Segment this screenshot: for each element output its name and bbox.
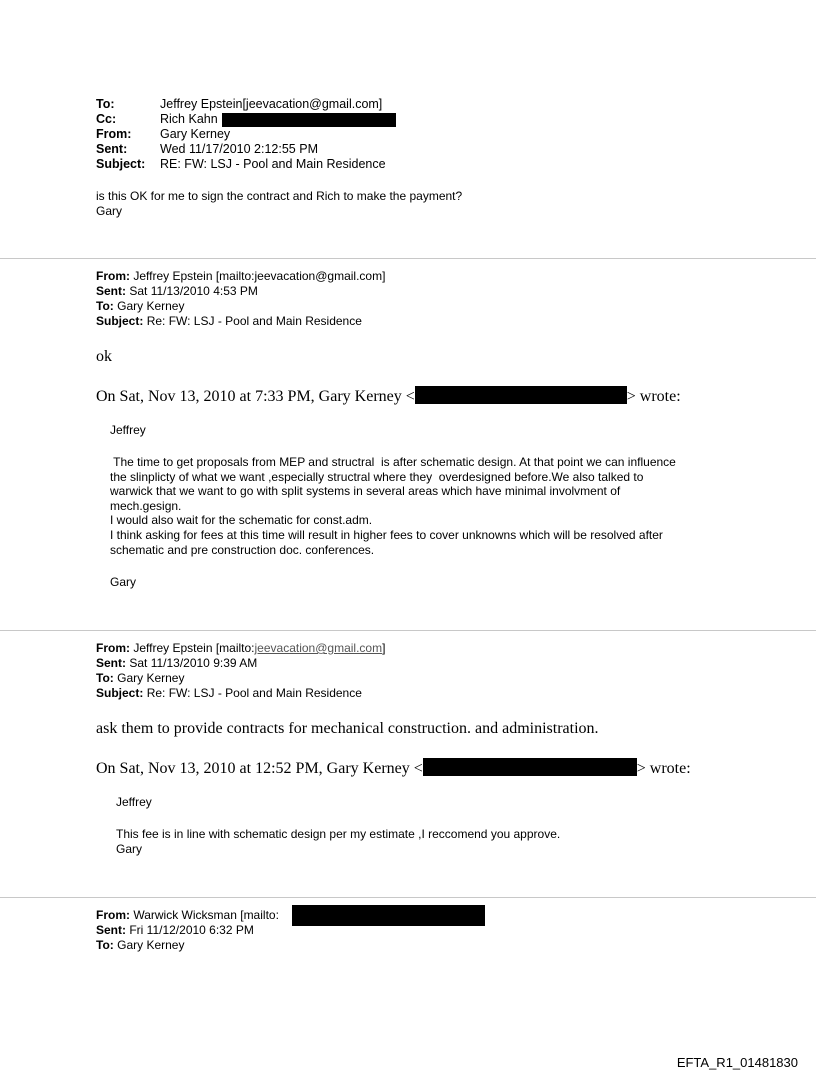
msg1-body: ok <box>96 348 112 365</box>
divider <box>0 897 816 898</box>
msg1-from-label: From: <box>96 269 130 283</box>
msg2-quote-greeting: Jeffrey <box>116 795 152 809</box>
msg2-sent <box>96 656 257 671</box>
msg1-quote-prefix: On Sat, Nov 13, 2010 at 7:33 PM, Gary Kerney < <box>96 388 415 405</box>
msg2-quote-intro <box>96 758 691 778</box>
msg3-sent-value: Fri 11/12/2010 6:32 PM <box>129 923 254 937</box>
msg1-quote-line: I think asking for fees at this time will result in higher fees to cover unknowns which will be resolved after <box>110 528 663 542</box>
msg2-to-label: To: <box>96 671 114 685</box>
msg3-sent <box>96 923 254 938</box>
sent-label: Sent: <box>96 142 128 156</box>
msg2-quote-prefix: On Sat, Nov 13, 2010 at 12:52 PM, Gary Kerney < <box>96 760 423 777</box>
msg1-to <box>96 299 184 314</box>
msg1-quote-line: schematic and pre construction doc. conferences. <box>110 542 375 557</box>
msg1-sent-label: Sent: <box>96 284 126 298</box>
msg2-to <box>96 671 184 686</box>
msg1-quote-intro <box>96 386 681 406</box>
msg2-body: ask them to provide contracts for mechanical construction. and administration. <box>96 720 599 737</box>
msg2-from-prefix: Jeffrey Epstein [mailto: <box>133 641 255 655</box>
msg1-quote-signature: Gary <box>110 575 137 589</box>
msg1-from <box>96 269 385 284</box>
msg2-quote-signature: Gary <box>116 842 143 856</box>
msg3-from-value: Warwick Wicksman [mailto: <box>133 908 279 922</box>
from-value: Gary Kerney <box>160 127 231 141</box>
msg2-from-suffix: ] <box>382 641 386 655</box>
msg3-to-label: To: <box>96 938 114 952</box>
cc-value: Rich Kahn <box>160 112 218 126</box>
msg2-sent-label: Sent: <box>96 656 126 670</box>
to-label: To: <box>96 97 115 111</box>
msg1-sent <box>96 284 258 299</box>
msg1-subject-value: Re: FW: LSJ - Pool and Main Residence <box>146 314 362 328</box>
redaction-box <box>415 386 627 404</box>
msg1-to-value: Gary Kerney <box>117 299 185 313</box>
redaction-box <box>222 113 396 127</box>
msg1-to-label: To: <box>96 299 114 313</box>
msg1-quote-suffix: > wrote: <box>626 388 681 405</box>
top-body-signature: Gary <box>96 204 123 218</box>
msg1-quote-line: the slinplicty of what we want ,especially structral where they overdesigned before.We also talked to <box>110 469 644 484</box>
to-value: Jeffrey Epstein[jeevacation@gmail.com] <box>160 97 383 111</box>
msg2-mailto-link[interactable]: jeevacation@gmail.com <box>254 641 383 655</box>
msg1-subject-label: Subject: <box>96 314 144 328</box>
subject-value: RE: FW: LSJ - Pool and Main Residence <box>160 157 386 171</box>
msg2-from <box>96 641 385 656</box>
msg2-quote-suffix: > wrote: <box>636 760 691 777</box>
msg3-from <box>96 908 279 923</box>
msg1-from-value: Jeffrey Epstein [mailto:jeevacation@gmail.com] <box>133 269 386 283</box>
cc-label: Cc: <box>96 112 117 126</box>
msg2-subject-value: Re: FW: LSJ - Pool and Main Residence <box>146 686 362 700</box>
msg2-sent-value: Sat 11/13/2010 9:39 AM <box>129 656 258 670</box>
document-id: EFTA_R1_01481830 <box>676 1055 798 1070</box>
msg2-from-label: From: <box>96 641 130 655</box>
msg2-quote-line: This fee is in line with schematic design per my estimate ,I reccomend you approve. <box>116 827 561 841</box>
msg1-sent-value: Sat 11/13/2010 4:53 PM <box>129 284 258 298</box>
msg1-subject <box>96 314 362 329</box>
msg2-subject-label: Subject: <box>96 686 144 700</box>
msg3-sent-label: Sent: <box>96 923 126 937</box>
msg1-quote-line: The time to get proposals from MEP and structral is after schematic design. At that point we can influence <box>110 455 676 469</box>
msg2-subject <box>96 686 362 701</box>
msg1-quote-line: mech.gesign. <box>110 498 182 513</box>
redaction-box <box>423 758 637 776</box>
redaction-box <box>292 905 485 926</box>
msg3-to <box>96 938 184 953</box>
msg1-quote-line: I would also wait for the schematic for const.adm. <box>110 513 373 528</box>
sent-value: Wed 11/17/2010 2:12:55 PM <box>160 142 318 156</box>
top-body-line1: is this OK for me to sign the contract and Rich to make the payment? <box>96 189 463 203</box>
msg2-to-value: Gary Kerney <box>117 671 185 685</box>
msg1-quote-greeting: Jeffrey <box>110 423 146 437</box>
from-label: From: <box>96 127 132 141</box>
msg1-quote-line: warwick that we want to go with split systems in several areas which have minimal involvment of <box>110 484 621 499</box>
subject-label: Subject: <box>96 157 146 171</box>
divider <box>0 630 816 631</box>
msg3-to-value: Gary Kerney <box>117 938 185 952</box>
divider <box>0 258 816 259</box>
msg3-from-label: From: <box>96 908 130 922</box>
